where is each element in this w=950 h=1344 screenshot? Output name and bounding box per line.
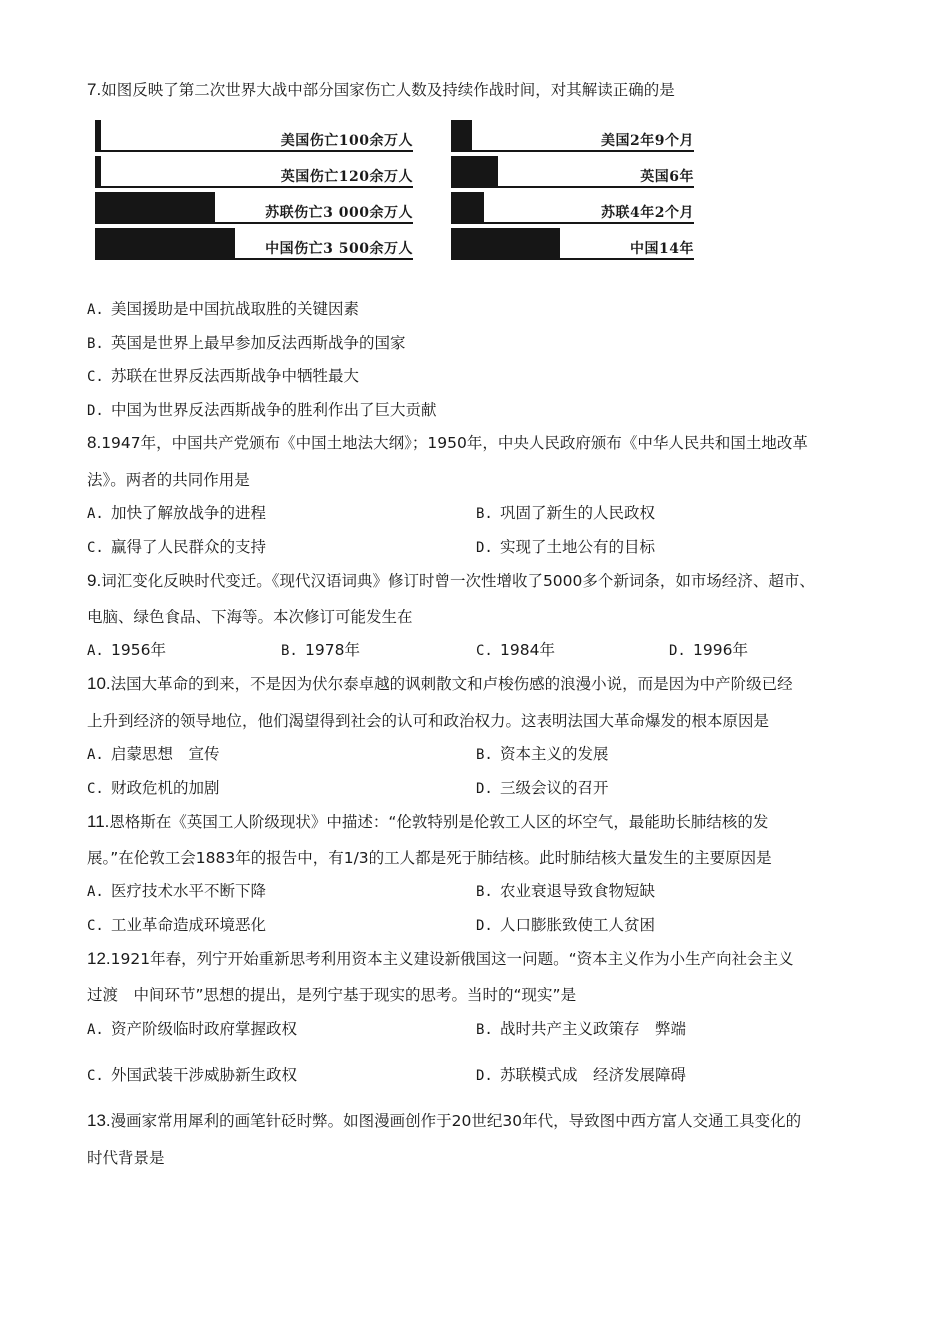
option-letter: A. <box>87 1022 104 1038</box>
option-letter: A. <box>87 506 104 522</box>
question-text: 词汇变化反映时代变迁。《现代汉语词典》修订时曾一次性增收了5000多个新词条，如市场经济、超市、 <box>101 572 815 590</box>
q13-stem-line2: 时代背景是 <box>87 1149 165 1167</box>
option-text: 农业衰退导致食物短缺 <box>500 882 656 900</box>
option-letter: C. <box>87 369 104 385</box>
option-letter: B. <box>281 643 298 659</box>
option-letter: B. <box>87 336 104 352</box>
q7-option-d[interactable] <box>87 400 437 421</box>
option-letter: A. <box>87 302 104 318</box>
q8-option-c[interactable] <box>87 537 266 558</box>
q11-option-c[interactable] <box>87 915 266 936</box>
casualties-bar-row <box>95 120 413 152</box>
bar-baseline <box>451 222 694 224</box>
option-letter: D. <box>476 781 493 797</box>
bar <box>451 156 498 188</box>
option-letter: D. <box>476 918 493 934</box>
bar-baseline <box>95 150 413 152</box>
q12-stem-line1 <box>87 949 794 969</box>
q7-option-a[interactable] <box>87 299 359 320</box>
q9-stem-line1 <box>87 571 815 591</box>
q11-option-a[interactable] <box>87 881 266 902</box>
option-letter: C. <box>87 540 104 556</box>
option-text: 英国是世界上最早参加反法西斯战争的国家 <box>111 334 406 352</box>
q10-stem-line2: 上升到经济的领导地位，他们渴望得到社会的认可和政治权力。这表明法国大革命爆发的根本原因是 <box>87 712 770 730</box>
casualties-bar-row <box>95 192 413 224</box>
bar <box>451 228 560 260</box>
option-text: 苏联模式成 经济发展障碍 <box>500 1066 687 1084</box>
option-text: 资本主义的发展 <box>500 745 609 763</box>
option-text: 1956年 <box>111 641 166 659</box>
question-number: 10. <box>87 674 111 693</box>
bar-baseline <box>95 186 413 188</box>
option-letter: A. <box>87 747 104 763</box>
bar-label: 苏联4年2个月 <box>598 202 694 222</box>
question-number: 8. <box>87 433 102 452</box>
option-letter: C. <box>476 643 493 659</box>
duration-bar-row <box>451 156 694 188</box>
q8-option-d[interactable] <box>476 537 655 558</box>
duration-bar-row <box>451 120 694 152</box>
bar <box>95 120 101 152</box>
bar-label: 苏联伤亡3 000余万人 <box>262 202 413 222</box>
option-text: 加快了解放战争的进程 <box>111 504 267 522</box>
option-letter: B. <box>476 747 493 763</box>
q11-option-b[interactable] <box>476 881 655 902</box>
bar-label: 英国伤亡120余万人 <box>278 166 413 186</box>
q7-stem <box>87 80 675 100</box>
bar <box>95 228 235 260</box>
option-text: 赢得了人民群众的支持 <box>111 538 267 556</box>
q10-stem-line1 <box>87 674 793 694</box>
q12-option-d[interactable] <box>476 1065 686 1086</box>
q9-option-d[interactable] <box>669 640 748 661</box>
casualties-bar-row <box>95 156 413 188</box>
option-text: 中国为世界反法西斯战争的胜利作出了巨大贡献 <box>111 401 437 419</box>
question-number: 11. <box>87 812 110 831</box>
q7-option-b[interactable] <box>87 333 406 354</box>
question-text: 法国大革命的到来，不是因为伏尔泰卓越的讽刺散文和卢梭伤感的浪漫小说，而是因为中产阶级已经 <box>110 675 793 693</box>
q13-stem-line1 <box>87 1111 801 1131</box>
q12-option-c[interactable] <box>87 1065 297 1086</box>
bar-label: 中国14年 <box>627 238 694 258</box>
bar-label: 中国伤亡3 500余万人 <box>262 238 413 258</box>
question-text: 漫画家常用犀利的画笔针砭时弊。如图漫画创作于20世纪30年代，导致图中西方富人交通工具变化的 <box>110 1112 802 1130</box>
q10-option-c[interactable] <box>87 778 220 799</box>
q11-option-d[interactable] <box>476 915 655 936</box>
option-text: 财政危机的加剧 <box>111 779 220 797</box>
bar-baseline <box>95 222 413 224</box>
bar-label: 英国6年 <box>637 166 694 186</box>
option-letter: D. <box>476 1068 493 1084</box>
option-text: 实现了土地公有的目标 <box>500 538 656 556</box>
q10-option-b[interactable] <box>476 744 609 765</box>
option-letter: C. <box>87 1068 104 1084</box>
q10-option-a[interactable] <box>87 744 220 765</box>
q8-stem-line2: 法》。两者的共同作用是 <box>87 471 250 489</box>
bar-baseline <box>451 150 694 152</box>
option-text: 医疗技术水平不断下降 <box>111 882 267 900</box>
q12-option-b[interactable] <box>476 1019 686 1040</box>
q8-option-b[interactable] <box>476 503 655 524</box>
option-text: 外国武装干涉威胁新生政权 <box>111 1066 298 1084</box>
option-letter: D. <box>669 643 686 659</box>
option-letter: C. <box>87 918 104 934</box>
option-text: 战时共产主义政策存 弊端 <box>500 1020 687 1038</box>
option-letter: D. <box>87 403 104 419</box>
option-text: 人口膨胀致使工人贫困 <box>500 916 656 934</box>
option-letter: B. <box>476 884 493 900</box>
question-text: 1921年春，列宁开始重新思考利用资本主义建设新俄国这一问题。“资本主义作为小生产向社会主义 <box>110 950 794 968</box>
q9-stem-line2: 电脑、绿色食品、下海等。本次修订可能发生在 <box>87 608 413 626</box>
bar-baseline <box>451 258 694 260</box>
bar-baseline <box>451 186 694 188</box>
option-letter: B. <box>476 506 493 522</box>
question-number: 7. <box>87 80 102 99</box>
option-text: 1996年 <box>693 641 748 659</box>
option-letter: C. <box>87 781 104 797</box>
q8-option-a[interactable] <box>87 503 266 524</box>
question-number: 9. <box>87 571 102 590</box>
option-letter: A. <box>87 884 104 900</box>
question-text: 恩格斯在《英国工人阶级现状》中描述：“伦敦特别是伦敦工人区的坏空气，最能助长肺结核的发 <box>109 813 769 831</box>
option-text: 美国援助是中国抗战取胜的关键因素 <box>111 300 360 318</box>
q8-stem-line1 <box>87 433 808 453</box>
option-letter: B. <box>476 1022 493 1038</box>
q9-option-b[interactable] <box>281 640 360 661</box>
bar-baseline <box>95 258 413 260</box>
question-number: 13. <box>87 1111 111 1130</box>
bar <box>451 120 472 152</box>
duration-bar-row <box>451 228 694 260</box>
duration-bar-chart <box>451 120 694 266</box>
casualties-bar-row <box>95 228 413 260</box>
option-text: 工业革命造成环境恶化 <box>111 916 267 934</box>
question-number: 12. <box>87 949 111 968</box>
option-text: 启蒙思想 宣传 <box>111 745 220 763</box>
option-text: 巩固了新生的人民政权 <box>500 504 656 522</box>
bar-label: 美国伤亡100余万人 <box>278 130 413 150</box>
option-letter: A. <box>87 643 104 659</box>
q7-option-c[interactable] <box>87 366 359 387</box>
bar-label: 美国2年9个月 <box>598 130 694 150</box>
q11-stem-line1 <box>87 812 768 832</box>
option-letter: D. <box>476 540 493 556</box>
q12-option-a[interactable] <box>87 1019 297 1040</box>
bar <box>451 192 484 224</box>
question-text: 如图反映了第二次世界大战中部分国家伤亡人数及持续作战时间，对其解读正确的是 <box>101 81 675 99</box>
q11-stem-line2: 展。”在伦敦工会1883年的报告中，有1/3的工人都是死于肺结核。此时肺结核大量发生的主要原因是 <box>87 849 772 867</box>
option-text: 三级会议的召开 <box>500 779 609 797</box>
q10-option-d[interactable] <box>476 778 609 799</box>
option-text: 资产阶级临时政府掌握政权 <box>111 1020 298 1038</box>
option-text: 苏联在世界反法西斯战争中牺牲最大 <box>111 367 360 385</box>
question-text: 1947年，中国共产党颁布《中国土地法大纲》；1950年，中央人民政府颁布《中华人民共和国土地改革 <box>101 434 808 452</box>
casualties-bar-chart <box>95 120 413 266</box>
option-text: 1984年 <box>500 641 555 659</box>
q9-option-a[interactable] <box>87 640 166 661</box>
q12-stem-line2: 过渡 中间环节”思想的提出，是列宁基于现实的思考。当时的“现实”是 <box>87 986 577 1004</box>
duration-bar-row <box>451 192 694 224</box>
bar <box>95 192 215 224</box>
q9-option-c[interactable] <box>476 640 555 661</box>
bar <box>95 156 101 188</box>
option-text: 1978年 <box>305 641 360 659</box>
